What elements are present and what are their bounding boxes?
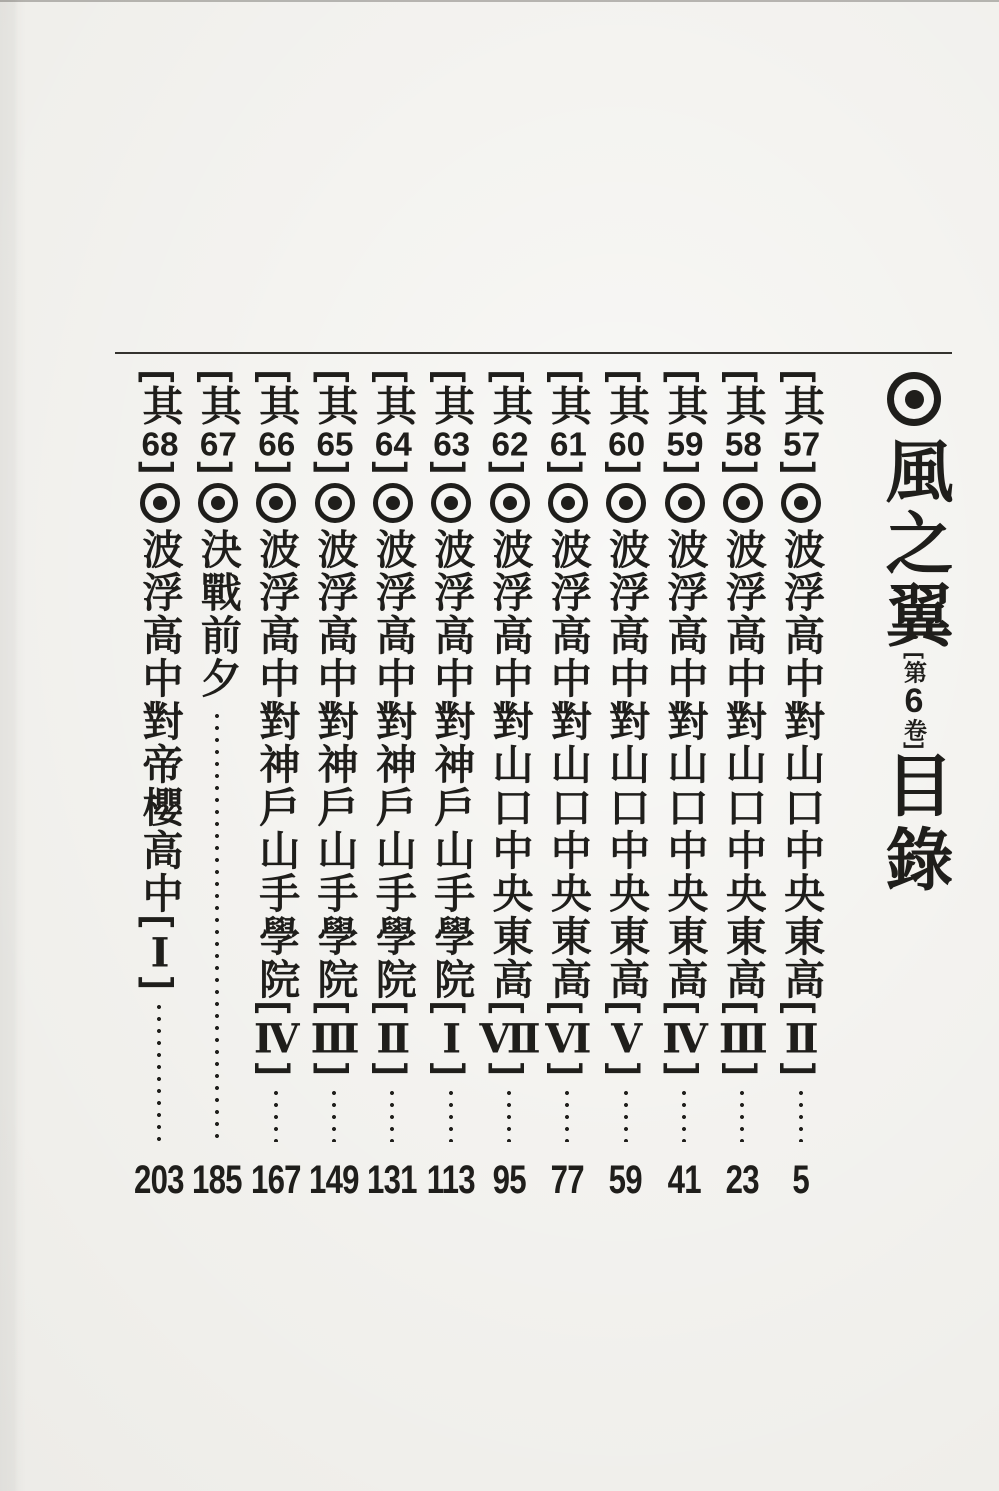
chapter-number: 61 xyxy=(549,427,587,462)
chapter-open-bracket: [ xyxy=(663,370,706,385)
fisheye-icon xyxy=(198,483,238,523)
part-numeral: Ⅳ xyxy=(662,1015,708,1063)
fisheye-icon xyxy=(548,483,588,523)
fisheye-icon xyxy=(723,483,763,523)
toc-entry-59 xyxy=(659,370,709,1202)
fisheye-icon xyxy=(431,483,471,523)
chapter-open-bracket: [ xyxy=(196,370,239,385)
page-number: 77 xyxy=(550,1158,584,1202)
part-open-bracket: [ xyxy=(313,1000,356,1016)
volume-number: 6 xyxy=(904,684,924,719)
dot-leader xyxy=(274,1087,278,1142)
page-number: 113 xyxy=(426,1158,475,1202)
part-numeral: Ⅲ xyxy=(720,1015,766,1063)
part-close-bracket: ] xyxy=(138,976,181,991)
part-open-bracket: [ xyxy=(721,1000,764,1016)
part-tag xyxy=(312,1001,358,1077)
fisheye-icon xyxy=(256,483,296,523)
part-tag xyxy=(720,1001,766,1077)
chapter-prefix: 其 xyxy=(428,384,475,428)
part-numeral: Ⅰ xyxy=(429,1015,475,1063)
chapter-number: 67 xyxy=(199,427,237,462)
chapter-number: 57 xyxy=(783,427,821,462)
chapter-close-bracket: ] xyxy=(780,461,823,476)
part-numeral: Ⅱ xyxy=(779,1015,825,1063)
part-tag xyxy=(778,1001,824,1077)
page-number: 149 xyxy=(309,1158,359,1202)
toc-entry-64 xyxy=(367,370,417,1202)
toc-entry-57 xyxy=(776,370,826,1202)
part-open-bracket: [ xyxy=(546,1000,589,1016)
chapter-number: 68 xyxy=(141,427,179,462)
chapter-open-bracket: [ xyxy=(313,370,356,385)
entry-title: 波浮高中對神戶山手學院 xyxy=(311,527,358,1001)
chapter-prefix: 其 xyxy=(486,384,533,428)
part-close-bracket: ] xyxy=(663,1062,706,1077)
toc-entry-66 xyxy=(251,370,301,1202)
volume-close-bracket: ] xyxy=(903,742,927,751)
chapter-open-bracket: [ xyxy=(255,370,298,385)
fisheye-icon xyxy=(373,483,413,523)
part-close-bracket: ] xyxy=(371,1062,414,1077)
chapter-open-bracket: [ xyxy=(488,370,531,385)
chapter-close-bracket: ] xyxy=(255,461,298,476)
part-close-bracket: ] xyxy=(255,1062,298,1077)
chapter-open-bracket: [ xyxy=(430,370,473,385)
toc-columns xyxy=(134,370,960,1202)
part-numeral: Ⅰ xyxy=(137,929,183,977)
toc-entry-61 xyxy=(542,370,592,1202)
part-open-bracket: [ xyxy=(605,1000,648,1016)
toc-entry-63 xyxy=(426,370,476,1202)
fisheye-icon xyxy=(606,483,646,523)
chapter-close-bracket: ] xyxy=(371,461,414,476)
chapter-close-bracket: ] xyxy=(313,461,356,476)
fisheye-icon xyxy=(315,483,355,523)
toc-entry-65 xyxy=(309,370,359,1202)
chapter-number: 59 xyxy=(666,427,704,462)
title-column xyxy=(868,370,960,1202)
volume-open-bracket: [ xyxy=(903,652,927,661)
part-close-bracket: ] xyxy=(430,1062,473,1077)
entry-title: 波浮高中對神戶山手學院 xyxy=(369,527,416,1001)
chapter-close-bracket: ] xyxy=(721,461,764,476)
entry-title: 波浮高中對神戶山手學院 xyxy=(253,527,300,1001)
part-close-bracket: ] xyxy=(605,1062,648,1077)
chapter-close-bracket: ] xyxy=(488,461,531,476)
part-tag xyxy=(662,1001,708,1077)
entry-title: 波浮高中對山口中央東高 xyxy=(486,527,533,1001)
chapter-number: 62 xyxy=(491,427,529,462)
chapter-open-bracket: [ xyxy=(721,370,764,385)
dot-leader xyxy=(682,1087,686,1142)
chapter-prefix: 其 xyxy=(544,384,591,428)
chapter-number: 65 xyxy=(316,427,354,462)
dot-leader xyxy=(157,1001,161,1142)
part-numeral: Ⅶ xyxy=(487,1015,533,1063)
part-close-bracket: ] xyxy=(780,1062,823,1077)
chapter-prefix: 其 xyxy=(369,384,416,428)
entry-title: 波浮高中對山口中央東高 xyxy=(661,527,708,1001)
part-close-bracket: ] xyxy=(488,1062,531,1077)
entry-title: 波浮高中對帝櫻高中 xyxy=(136,527,183,915)
chapter-prefix: 其 xyxy=(253,384,300,428)
dot-leader xyxy=(624,1087,628,1142)
chapter-prefix: 其 xyxy=(136,384,183,428)
part-open-bracket: [ xyxy=(255,1000,298,1016)
part-tag xyxy=(487,1001,533,1077)
chapter-close-bracket: ] xyxy=(546,461,589,476)
part-close-bracket: ] xyxy=(546,1062,589,1077)
part-numeral: Ⅴ xyxy=(604,1015,650,1063)
part-tag xyxy=(545,1001,591,1077)
volume-prefix: 第 xyxy=(901,660,928,685)
dot-leader xyxy=(565,1087,569,1142)
entry-title: 波浮高中對山口中央東高 xyxy=(778,527,825,1001)
volume-tag xyxy=(901,652,927,750)
fisheye-icon xyxy=(665,483,705,523)
part-tag xyxy=(370,1001,416,1077)
chapter-close-bracket: ] xyxy=(663,461,706,476)
part-open-bracket: [ xyxy=(488,1000,531,1016)
dot-leader xyxy=(449,1087,453,1142)
part-numeral: Ⅱ xyxy=(370,1015,416,1063)
chapter-number: 58 xyxy=(724,427,762,462)
page-number: 95 xyxy=(492,1158,526,1202)
dot-leader xyxy=(390,1087,394,1142)
chapter-number: 64 xyxy=(374,427,412,462)
part-numeral: Ⅲ xyxy=(312,1015,358,1063)
toc-entry-68 xyxy=(134,370,184,1202)
part-open-bracket: [ xyxy=(663,1000,706,1016)
chapter-number: 60 xyxy=(608,427,646,462)
toc-entry-58 xyxy=(717,370,767,1202)
part-open-bracket: [ xyxy=(780,1000,823,1016)
chapter-open-bracket: [ xyxy=(138,370,181,385)
part-close-bracket: ] xyxy=(721,1062,764,1077)
page-number: 23 xyxy=(725,1158,759,1202)
chapter-close-bracket: ] xyxy=(605,461,648,476)
chapter-close-bracket: ] xyxy=(138,461,181,476)
fisheye-icon xyxy=(887,372,941,426)
part-open-bracket: [ xyxy=(138,914,181,930)
toc-entry-67 xyxy=(192,370,242,1202)
toc-entry-60 xyxy=(601,370,651,1202)
page-number: 167 xyxy=(250,1158,301,1202)
chapter-close-bracket: ] xyxy=(196,461,239,476)
chapter-open-bracket: [ xyxy=(605,370,648,385)
chapter-prefix: 其 xyxy=(719,384,766,428)
chapter-prefix: 其 xyxy=(778,384,825,428)
part-tag xyxy=(137,915,183,991)
volume-suffix: 卷 xyxy=(901,718,928,743)
entry-title: 波浮高中對山口中央東高 xyxy=(603,527,650,1001)
part-tag xyxy=(253,1001,299,1077)
part-close-bracket: ] xyxy=(313,1062,356,1077)
header-rule xyxy=(115,352,952,354)
page-number: 5 xyxy=(792,1158,809,1202)
dot-leader xyxy=(740,1087,744,1142)
chapter-prefix: 其 xyxy=(661,384,708,428)
part-numeral: Ⅵ xyxy=(545,1015,591,1063)
toc-title: 目錄 xyxy=(876,750,953,899)
toc-entry-62 xyxy=(484,370,534,1202)
chapter-open-bracket: [ xyxy=(546,370,589,385)
chapter-number: 66 xyxy=(258,427,296,462)
entry-title: 決戰前夕 xyxy=(194,527,241,700)
page-number: 203 xyxy=(134,1158,184,1202)
fisheye-icon xyxy=(490,483,530,523)
chapter-prefix: 其 xyxy=(194,384,241,428)
entry-title: 波浮高中對山口中央東高 xyxy=(544,527,591,1001)
fisheye-icon xyxy=(140,483,180,523)
title-text xyxy=(876,370,952,898)
page-number: 131 xyxy=(367,1158,418,1202)
page-number: 59 xyxy=(609,1158,643,1202)
fisheye-icon xyxy=(781,483,821,523)
series-title: 風之翼 xyxy=(876,436,953,652)
part-numeral: Ⅳ xyxy=(254,1015,300,1063)
dot-leader xyxy=(507,1087,511,1142)
page-number: 41 xyxy=(667,1158,701,1202)
dot-leader xyxy=(799,1087,803,1142)
dot-leader xyxy=(332,1087,336,1142)
part-tag xyxy=(603,1001,649,1077)
part-open-bracket: [ xyxy=(430,1000,473,1016)
page-number: 185 xyxy=(192,1158,243,1202)
part-tag xyxy=(428,1001,474,1077)
chapter-close-bracket: ] xyxy=(430,461,473,476)
dot-leader xyxy=(215,710,219,1142)
entry-title: 波浮高中對神戶山手學院 xyxy=(428,527,475,1001)
chapter-prefix: 其 xyxy=(603,384,650,428)
chapter-open-bracket: [ xyxy=(780,370,823,385)
entry-title: 波浮高中對山口中央東高 xyxy=(719,527,766,1001)
chapter-open-bracket: [ xyxy=(371,370,414,385)
chapter-number: 63 xyxy=(433,427,471,462)
chapter-prefix: 其 xyxy=(311,384,358,428)
part-open-bracket: [ xyxy=(371,1000,414,1016)
